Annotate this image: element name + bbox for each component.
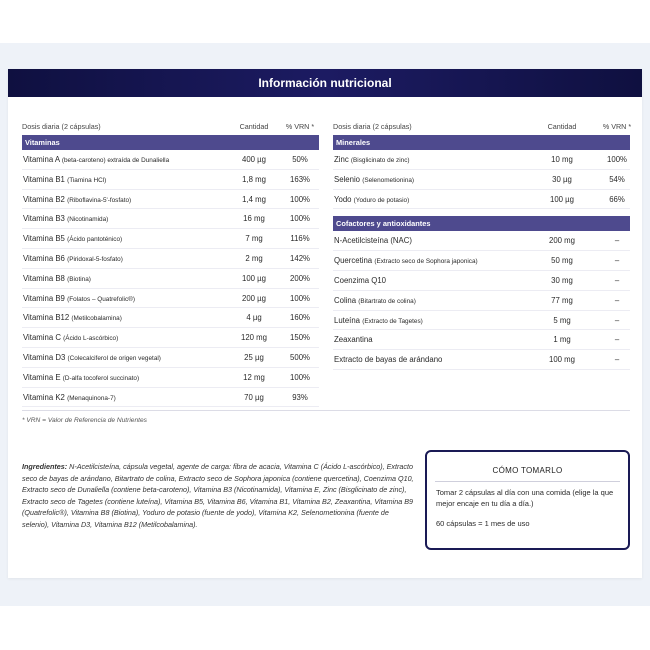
nutrient-detail: (Bitartrato de colina) bbox=[358, 297, 416, 305]
nutrient-detail: (D-alfa tocoferol succinato) bbox=[62, 374, 140, 382]
nutrient-amount: 1,8 mg bbox=[242, 174, 266, 184]
nutrient-amount: 16 mg bbox=[243, 214, 265, 224]
nutrient-vrn: – bbox=[614, 275, 620, 285]
nutrient-vrn: 100% bbox=[290, 214, 310, 224]
table-row bbox=[333, 251, 630, 271]
divider bbox=[22, 410, 630, 411]
nutrient-detail: (Extracto de Tagetes) bbox=[362, 317, 423, 325]
nutrient-name: Extracto de bayas de arándano bbox=[334, 355, 443, 365]
nutrient-detail: (Ácido L-ascórbico) bbox=[63, 335, 119, 343]
amount-header: Cantidad bbox=[239, 122, 269, 131]
table-row bbox=[22, 308, 319, 328]
nutrient-detail: (Piridoxal-5-fosfato) bbox=[67, 255, 123, 263]
right-column bbox=[333, 119, 630, 370]
nutrient-amount: 100 µg bbox=[549, 194, 574, 204]
table-row bbox=[22, 229, 319, 249]
table-row bbox=[22, 368, 319, 388]
ingredients-text bbox=[22, 461, 416, 531]
nutrient-vrn: – bbox=[614, 295, 620, 305]
nutrient-vrn: 100% bbox=[290, 194, 310, 204]
table-row bbox=[22, 328, 319, 348]
nutrient-vrn: 163% bbox=[290, 174, 310, 184]
nutrient-vrn: – bbox=[614, 355, 620, 365]
nutrient-vrn: 200% bbox=[290, 273, 310, 283]
table-row bbox=[22, 249, 319, 269]
nutrient-vrn: 50% bbox=[292, 155, 308, 164]
nutrient-vrn: 116% bbox=[290, 234, 310, 244]
nutrient-detail: (Biotina) bbox=[67, 275, 91, 283]
table-row bbox=[333, 190, 630, 210]
nutrient-detail: (Yoduro de potasio) bbox=[353, 196, 410, 204]
nutrient-detail: (Ácido pantoténico) bbox=[67, 236, 123, 244]
table-row bbox=[22, 348, 319, 368]
nutrient-name: Yodo (Yoduro de potasio) bbox=[334, 194, 410, 204]
nutrient-name: Vitamina C (Ácido L-ascórbico) bbox=[23, 333, 119, 343]
nutrient-amount: 12 mg bbox=[243, 372, 265, 382]
divider bbox=[435, 481, 620, 482]
table-row bbox=[333, 350, 630, 370]
table-row bbox=[333, 330, 630, 350]
nutrient-name: Luteína (Extracto de Tagetes) bbox=[334, 315, 423, 325]
minerals-table bbox=[333, 150, 630, 209]
nutrient-vrn: – bbox=[614, 256, 620, 266]
nutrient-detail: (Metilcobalamina) bbox=[71, 315, 122, 323]
nutrient-amount: 200 mg bbox=[548, 236, 575, 246]
vrn-header: % VRN * bbox=[602, 122, 632, 131]
nutrient-amount: 77 mg bbox=[551, 295, 573, 305]
ingredients-label: Ingredientes: bbox=[22, 462, 68, 471]
nutrient-name: Selenio (Selenometionina) bbox=[334, 174, 415, 184]
nutrient-amount: 100 µg bbox=[241, 273, 266, 283]
table-row bbox=[22, 269, 319, 289]
nutrient-name: Vitamina B12 (Metilcobalamina) bbox=[23, 313, 122, 323]
nutrient-vrn: 500% bbox=[290, 352, 310, 362]
nutrient-name: Coenzima Q10 bbox=[334, 275, 387, 285]
nutrient-detail: (beta-caroteno) extraída de Dunaliella bbox=[61, 157, 170, 164]
table-row bbox=[22, 289, 319, 309]
nutrient-amount: 30 µg bbox=[552, 174, 572, 184]
amount-header: Cantidad bbox=[547, 122, 577, 131]
nutrient-detail: (Folatos – Quatrefolic®) bbox=[67, 295, 136, 303]
vrn-footnote: * VRN = Valor de Referencia de Nutrientes bbox=[22, 417, 147, 424]
vitamins-section-title: Vitaminas bbox=[22, 135, 319, 150]
nutrient-name: Colina (Bitartrato de colina) bbox=[334, 295, 416, 305]
table-row bbox=[333, 170, 630, 190]
nutrient-amount: 120 mg bbox=[240, 333, 267, 343]
nutrient-name: Vitamina B5 (Ácido pantoténico) bbox=[23, 234, 123, 244]
nutrient-name: Vitamina B3 (Nicotinamida) bbox=[23, 214, 109, 224]
nutrition-card bbox=[8, 69, 642, 578]
nutrient-name: N-Acetilcisteína (NAC) bbox=[334, 236, 412, 246]
cofactors-section-title: Cofactores y antioxidantes bbox=[333, 216, 630, 231]
nutrient-name: Vitamina B1 (Tiamina HCl) bbox=[23, 174, 107, 184]
table-row bbox=[22, 388, 319, 408]
nutrient-detail: (Riboflavina-5'-fosfato) bbox=[67, 196, 132, 204]
nutrient-amount: 4 µg bbox=[246, 313, 262, 323]
nutrient-vrn: 100% bbox=[290, 372, 310, 382]
nutrient-detail: (Bisglicinato de zinc) bbox=[350, 157, 410, 164]
nutrient-vrn: 100% bbox=[607, 155, 627, 164]
nutrient-detail: (Selenometionina) bbox=[362, 176, 415, 184]
table-row bbox=[22, 170, 319, 190]
nutrient-vrn: 160% bbox=[290, 313, 310, 323]
nutrient-amount: 70 µg bbox=[244, 392, 264, 402]
table-row bbox=[333, 291, 630, 311]
how-to-title: CÓMO TOMARLO bbox=[492, 466, 563, 475]
nutrient-vrn: – bbox=[614, 236, 620, 246]
dose-header: Dosis diaria (2 cápsulas) bbox=[22, 122, 101, 131]
nutrient-detail: (Menaquinona-7) bbox=[67, 394, 116, 402]
nutrient-name: Vitamina B9 (Folatos – Quatrefolic®) bbox=[23, 293, 136, 303]
nutrient-vrn: 93% bbox=[292, 392, 308, 402]
nutrient-amount: 25 µg bbox=[244, 352, 264, 362]
supply-duration: 60 cápsulas = 1 mes de uso bbox=[436, 519, 530, 528]
dosage-instruction: Tomar 2 cápsulas al día con una comida (elige la que mejor encaje en tu día a día.) bbox=[436, 488, 614, 508]
table-row bbox=[333, 271, 630, 291]
how-to-take-box bbox=[425, 450, 630, 550]
nutrient-amount: 400 µg bbox=[241, 155, 266, 164]
vitamins-table bbox=[22, 150, 319, 407]
nutrient-amount: 10 mg bbox=[551, 155, 573, 164]
ingredients-list: N-Acetilcisteína, cápsula vegetal, agente de carga: fibra de acacia, Vitamina C (Ácido L-ascórbico), Extracto seco de bayas de arándano, Bitartrato de colina, Extracto seco de Sophora japonica (contiene quercetina), Coenzima Q10, Extracto seco de Dunaliella (contiene beta-caroteno), Vitamina B3 (Nicotinamida), Vitamina E, Zinc (Bisglicinato de zinc), Extracto seco de Tagetes (contiene luteína), Vitamina B5, Vitamina B6, Vitamina B1, Vitamina B2, Zeaxantina, Vitamina B9 (Quatrefolic®), Vitamina B8 (Biotina), Yoduro de potasio (fuente de yodo), Vitamina K2, Selenometionina (fuente de selenio), Vitamina D3, Vitamina B12 (Metilcobalamina). bbox=[22, 462, 414, 529]
dose-header: Dosis diaria (2 cápsulas) bbox=[333, 122, 412, 131]
nutrient-amount: 200 µg bbox=[241, 293, 266, 303]
table-header bbox=[333, 119, 630, 133]
nutrient-detail: (Tiamina HCl) bbox=[67, 176, 107, 184]
nutrient-amount: 1 mg bbox=[553, 335, 571, 345]
nutrient-name: Vitamina E (D-alfa tocoferol succinato) bbox=[23, 372, 140, 382]
nutrient-name: Quercetina (Extracto seco de Sophora japonica) bbox=[334, 256, 478, 266]
vrn-header: % VRN * bbox=[285, 122, 315, 131]
nutrient-vrn: – bbox=[614, 335, 620, 345]
left-column bbox=[22, 119, 319, 407]
card-title: Información nutricional bbox=[8, 69, 642, 97]
nutrient-vrn: 54% bbox=[609, 174, 625, 184]
nutrient-vrn: – bbox=[614, 315, 620, 325]
nutrient-vrn: 150% bbox=[290, 333, 310, 343]
nutrient-vrn: 100% bbox=[290, 293, 310, 303]
nutrient-name: Vitamina B8 (Biotina) bbox=[23, 273, 91, 283]
nutrient-amount: 1,4 mg bbox=[242, 194, 266, 204]
nutrient-name: Zeaxantina bbox=[334, 335, 373, 345]
nutrient-amount: 100 mg bbox=[548, 355, 575, 365]
minerals-section-title: Minerales bbox=[333, 135, 630, 150]
nutrient-name: Vitamina D3 (Colecalciferol de origen vegetal) bbox=[23, 352, 161, 362]
nutrient-amount: 30 mg bbox=[551, 275, 573, 285]
nutrient-vrn: 142% bbox=[290, 253, 310, 263]
nutrient-amount: 5 mg bbox=[553, 315, 571, 325]
nutrient-amount: 50 mg bbox=[551, 256, 573, 266]
table-row bbox=[333, 311, 630, 331]
table-row bbox=[22, 150, 319, 170]
nutrient-name: Vitamina B2 (Riboflavina-5'-fosfato) bbox=[23, 194, 132, 204]
cofactors-table bbox=[333, 231, 630, 370]
nutrient-name: Vitamina K2 (Menaquinona-7) bbox=[23, 392, 116, 402]
nutrient-amount: 2 mg bbox=[245, 253, 263, 263]
nutrient-amount: 7 mg bbox=[245, 234, 263, 244]
nutrient-vrn: 66% bbox=[609, 194, 625, 204]
nutrient-detail: (Colecalciferol de origen vegetal) bbox=[67, 354, 161, 362]
nutrient-detail: (Nicotinamida) bbox=[67, 216, 109, 224]
table-row bbox=[22, 190, 319, 210]
nutrient-name: Zinc (Bisglicinato de zinc) bbox=[334, 155, 410, 164]
nutrient-name: Vitamina B6 (Piridoxal-5-fosfato) bbox=[23, 253, 123, 263]
table-row bbox=[333, 150, 630, 170]
table-row bbox=[22, 209, 319, 229]
nutrient-name: Vitamina A (beta-caroteno) extraída de Dunaliella bbox=[23, 155, 170, 164]
nutrient-detail: (Extracto seco de Sophora japonica) bbox=[374, 258, 478, 266]
table-header bbox=[22, 119, 319, 133]
table-row bbox=[333, 231, 630, 251]
